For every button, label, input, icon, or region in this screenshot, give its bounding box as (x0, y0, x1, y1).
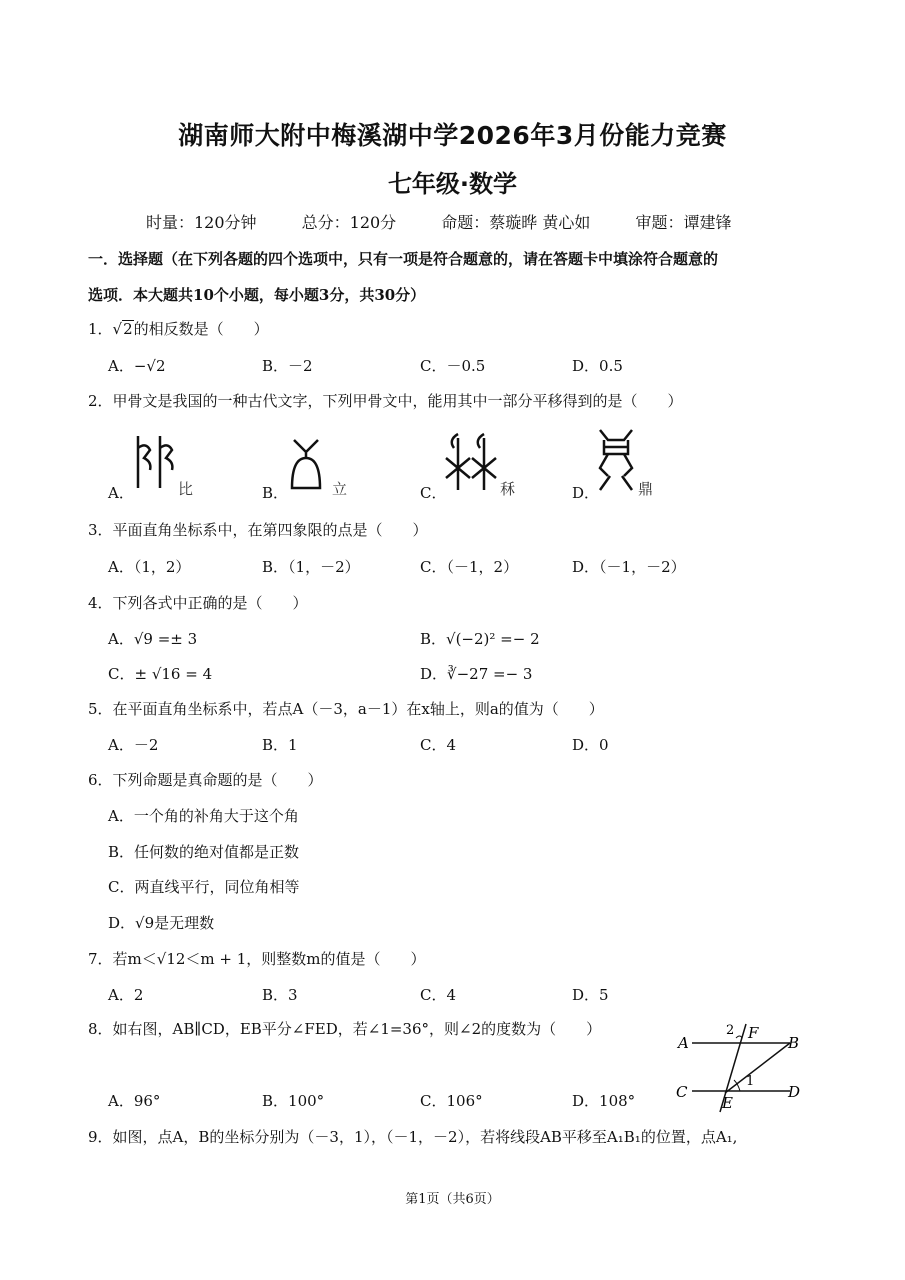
question-6: 6．下列命题是真命题的是（ ） (88, 771, 323, 789)
glyph-li2-char: 秝 (500, 480, 516, 498)
question-4: 4．下列各式中正确的是（ ） (88, 594, 308, 612)
q2-option-c: C． (420, 484, 447, 502)
q2-option-b: B． (262, 484, 289, 502)
label-angle-1: 1 (746, 1074, 755, 1089)
q5-option-d: D．0 (572, 736, 609, 754)
q6-option-c: C．两直线平行，同位角相等 (108, 878, 300, 896)
q6-option-d: D．√9是无理数 (108, 914, 215, 932)
q4-option-b: B．√(−2)² =− 2 (420, 630, 540, 648)
q3-option-d: D．（－1，－2） (572, 558, 686, 576)
q3-option-c: C．（－1，2） (420, 558, 519, 576)
q1-option-c: C．－0.5 (420, 357, 486, 375)
q7-option-c: C．4 (420, 986, 457, 1004)
q5-option-c: C．4 (420, 736, 457, 754)
q1-option-a: A．−√2 (108, 357, 166, 375)
q1-option-d: D．0.5 (572, 357, 623, 375)
question-9: 9．如图，点A，B的坐标分别为（－3，1），（－1，－2），若将线段AB平移至A₁B₁的位置，点A₁, (88, 1128, 738, 1146)
label-b: B (788, 1034, 800, 1052)
label-angle-2: 2 (726, 1023, 735, 1038)
q7-option-d: D．5 (572, 986, 609, 1004)
q2-option-d: D． (572, 484, 600, 502)
oracle-glyph-li2 (440, 428, 530, 498)
q8-parallel-lines-figure (670, 1016, 810, 1116)
label-c: C (676, 1083, 688, 1101)
question-2: 2．甲骨文是我国的一种古代文字，下列甲骨文中，能用其中一部分平移得到的是（ ） (88, 392, 683, 410)
section-heading-line2: 选项．本大题共10个小题，每小题3分，共30分） (88, 286, 426, 304)
q8-option-a: A．96° (108, 1092, 161, 1110)
question-1: 1．√2的相反数是（ ） (88, 320, 269, 338)
glyph-bi-char: 比 (178, 480, 194, 498)
q7-option-a: A．2 (108, 986, 144, 1004)
exam-author: 命题：蔡璇晔 黄心如 (441, 213, 591, 232)
q3-option-b: B．（1，－2） (262, 558, 360, 576)
label-d: D (788, 1083, 801, 1101)
q1-number: 1． (88, 320, 113, 338)
question-3: 3．平面直角坐标系中，在第四象限的点是（ ） (88, 521, 428, 539)
question-7: 7．若m＜√12＜m + 1，则整数m的值是（ ） (88, 950, 426, 968)
label-a: A (678, 1034, 689, 1052)
exam-meta (146, 210, 771, 233)
line-eb (725, 1043, 790, 1093)
label-e: E (722, 1094, 733, 1112)
q5-option-a: A．－2 (108, 736, 159, 754)
q8-option-b: B．100° (262, 1092, 325, 1110)
q1-text: 的相反数是（ ） (133, 320, 269, 338)
oracle-glyph-bi (128, 428, 198, 498)
exam-title: 湖南师大附中梅溪湖中学2026年3月份能力竞赛 (178, 121, 727, 150)
q8-option-c: C．106° (420, 1092, 483, 1110)
exam-reviewer: 审题：谭建锋 (635, 213, 732, 232)
glyph-ding-char: 鼎 (638, 480, 654, 498)
q4-option-c: C．± √16 = 4 (108, 665, 213, 683)
oracle-glyph-li (282, 428, 362, 498)
label-f: F (748, 1024, 759, 1042)
exam-time: 时量：120分钟 (146, 213, 257, 232)
q4-option-d: D．∛−27 =− 3 (420, 665, 533, 683)
question-5: 5．在平面直角坐标系中，若点A（－3，a－1）在x轴上，则a的值为（ ） (88, 700, 604, 718)
q1-radicand: 2 (123, 320, 133, 338)
oracle-glyph-ding (590, 424, 670, 498)
q6-option-b: B．任何数的绝对值都是正数 (108, 843, 300, 861)
q5-option-b: B．1 (262, 736, 298, 754)
exam-subtitle: 七年级·数学 (387, 170, 518, 198)
q8-option-d: D．108° (572, 1092, 636, 1110)
section-heading-line1: 一．选择题（在下列各题的四个选项中，只有一项是符合题意的，请在答题卡中填涂符合题意的 (88, 250, 719, 268)
q1-option-b: B．－2 (262, 357, 313, 375)
question-8: 8．如右图，AB∥CD，EB平分∠FED，若∠1=36°，则∠2的度数为（ ） (88, 1020, 602, 1038)
glyph-li-char: 立 (332, 480, 348, 498)
page-footer: 第1页（共6页） (405, 1192, 500, 1207)
q2-option-a: A． (108, 484, 134, 502)
exam-score: 总分：120分 (301, 213, 397, 232)
q6-option-a: A．一个角的补角大于这个角 (108, 807, 299, 825)
q3-option-a: A．（1，2） (108, 558, 191, 576)
q4-option-a: A．√9 =± 3 (108, 630, 198, 648)
q7-option-b: B．3 (262, 986, 298, 1004)
